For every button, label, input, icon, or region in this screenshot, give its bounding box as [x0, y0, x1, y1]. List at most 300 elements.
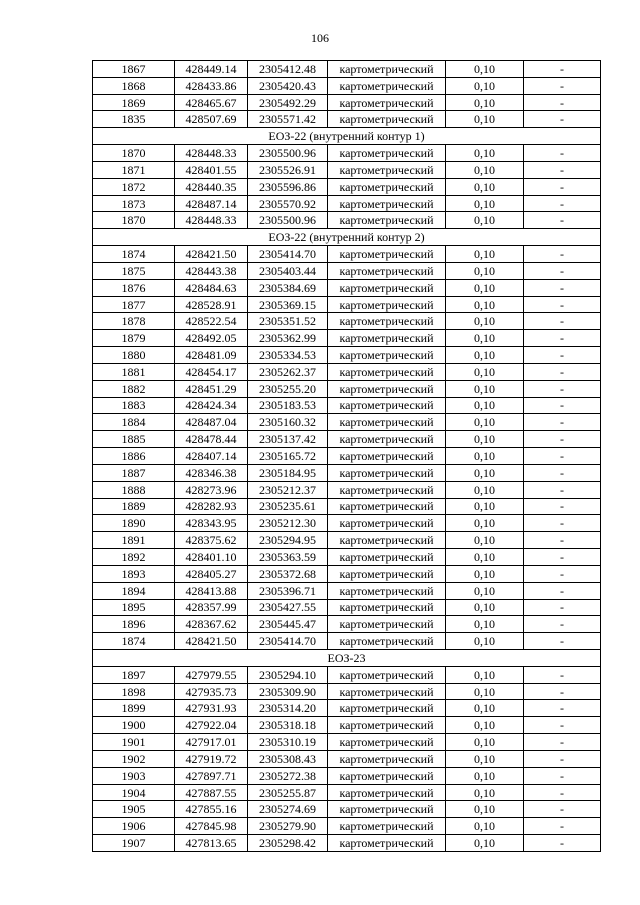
note-cell: - — [524, 717, 601, 734]
note-cell: - — [524, 94, 601, 111]
note-cell: - — [524, 835, 601, 852]
y-coordinate-cell: 2305165.72 — [248, 448, 328, 465]
method-cell: картометрический — [328, 734, 446, 751]
table-row — [93, 279, 601, 296]
method-cell: картометрический — [328, 582, 446, 599]
table-row — [93, 532, 601, 549]
accuracy-cell: 0,10 — [446, 801, 524, 818]
y-coordinate-cell: 2305414.70 — [248, 633, 328, 650]
note-cell: - — [524, 633, 601, 650]
y-coordinate-cell: 2305309.90 — [248, 683, 328, 700]
y-coordinate-cell: 2305369.15 — [248, 296, 328, 313]
x-coordinate-cell: 428273.96 — [175, 481, 248, 498]
point-number-cell: 1871 — [93, 161, 175, 178]
method-cell: картометрический — [328, 246, 446, 263]
accuracy-cell: 0,10 — [446, 750, 524, 767]
note-cell: - — [524, 195, 601, 212]
accuracy-cell: 0,10 — [446, 279, 524, 296]
method-cell: картометрический — [328, 279, 446, 296]
y-coordinate-cell: 2305334.53 — [248, 347, 328, 364]
method-cell: картометрический — [328, 481, 446, 498]
y-coordinate-cell: 2305308.43 — [248, 750, 328, 767]
section-title: ЕОЗ-23 — [93, 649, 601, 666]
y-coordinate-cell: 2305274.69 — [248, 801, 328, 818]
point-number-cell: 1889 — [93, 498, 175, 515]
method-cell: картометрический — [328, 94, 446, 111]
note-cell: - — [524, 414, 601, 431]
x-coordinate-cell: 428478.44 — [175, 431, 248, 448]
point-number-cell: 1878 — [93, 313, 175, 330]
table-row — [93, 784, 601, 801]
table-row — [93, 296, 601, 313]
section-title: ЕОЗ-22 (внутренний контур 2) — [93, 229, 601, 246]
x-coordinate-cell: 427855.16 — [175, 801, 248, 818]
method-cell: картометрический — [328, 700, 446, 717]
y-coordinate-cell: 2305420.43 — [248, 77, 328, 94]
method-cell: картометрический — [328, 397, 446, 414]
y-coordinate-cell: 2305314.20 — [248, 700, 328, 717]
method-cell: картометрический — [328, 549, 446, 566]
point-number-cell: 1907 — [93, 835, 175, 852]
point-number-cell: 1874 — [93, 633, 175, 650]
x-coordinate-cell: 428401.10 — [175, 549, 248, 566]
accuracy-cell: 0,10 — [446, 599, 524, 616]
point-number-cell: 1899 — [93, 700, 175, 717]
table-row — [93, 61, 601, 78]
note-cell: - — [524, 347, 601, 364]
note-cell: - — [524, 666, 601, 683]
accuracy-cell: 0,10 — [446, 767, 524, 784]
note-cell: - — [524, 616, 601, 633]
accuracy-cell: 0,10 — [446, 363, 524, 380]
accuracy-cell: 0,10 — [446, 195, 524, 212]
y-coordinate-cell: 2305294.95 — [248, 532, 328, 549]
method-cell: картометрический — [328, 818, 446, 835]
x-coordinate-cell: 427845.98 — [175, 818, 248, 835]
table-row — [93, 818, 601, 835]
note-cell: - — [524, 212, 601, 229]
table-row — [93, 835, 601, 852]
y-coordinate-cell: 2305427.55 — [248, 599, 328, 616]
y-coordinate-cell: 2305160.32 — [248, 414, 328, 431]
note-cell: - — [524, 549, 601, 566]
method-cell: картометрический — [328, 347, 446, 364]
x-coordinate-cell: 428443.38 — [175, 262, 248, 279]
point-number-cell: 1868 — [93, 77, 175, 94]
point-number-cell: 1835 — [93, 111, 175, 128]
accuracy-cell: 0,10 — [446, 565, 524, 582]
accuracy-cell: 0,10 — [446, 212, 524, 229]
method-cell: картометрический — [328, 448, 446, 465]
x-coordinate-cell: 428449.14 — [175, 61, 248, 78]
method-cell: картометрический — [328, 750, 446, 767]
accuracy-cell: 0,10 — [446, 582, 524, 599]
point-number-cell: 1867 — [93, 61, 175, 78]
point-number-cell: 1901 — [93, 734, 175, 751]
method-cell: картометрический — [328, 414, 446, 431]
method-cell: картометрический — [328, 145, 446, 162]
note-cell: - — [524, 178, 601, 195]
table-row — [93, 549, 601, 566]
y-coordinate-cell: 2305412.48 — [248, 61, 328, 78]
y-coordinate-cell: 2305362.99 — [248, 330, 328, 347]
table-row — [93, 464, 601, 481]
x-coordinate-cell: 428487.14 — [175, 195, 248, 212]
accuracy-cell: 0,10 — [446, 717, 524, 734]
y-coordinate-cell: 2305372.68 — [248, 565, 328, 582]
method-cell: картометрический — [328, 195, 446, 212]
note-cell: - — [524, 262, 601, 279]
table-row — [93, 431, 601, 448]
coordinates-table — [92, 60, 601, 852]
x-coordinate-cell: 428421.50 — [175, 633, 248, 650]
y-coordinate-cell: 2305279.90 — [248, 818, 328, 835]
note-cell: - — [524, 481, 601, 498]
note-cell: - — [524, 818, 601, 835]
note-cell: - — [524, 532, 601, 549]
note-cell: - — [524, 599, 601, 616]
method-cell: картометрический — [328, 683, 446, 700]
x-coordinate-cell: 428375.62 — [175, 532, 248, 549]
table-row — [93, 347, 601, 364]
table-row — [93, 565, 601, 582]
y-coordinate-cell: 2305351.52 — [248, 313, 328, 330]
x-coordinate-cell: 428465.67 — [175, 94, 248, 111]
note-cell: - — [524, 750, 601, 767]
x-coordinate-cell: 427917.01 — [175, 734, 248, 751]
x-coordinate-cell: 427935.73 — [175, 683, 248, 700]
method-cell: картометрический — [328, 801, 446, 818]
table-row — [93, 633, 601, 650]
accuracy-cell: 0,10 — [446, 700, 524, 717]
table-row — [93, 448, 601, 465]
point-number-cell: 1869 — [93, 94, 175, 111]
table-row — [93, 515, 601, 532]
y-coordinate-cell: 2305255.20 — [248, 380, 328, 397]
x-coordinate-cell: 427813.65 — [175, 835, 248, 852]
point-number-cell: 1883 — [93, 397, 175, 414]
note-cell: - — [524, 279, 601, 296]
point-number-cell: 1872 — [93, 178, 175, 195]
accuracy-cell: 0,10 — [446, 94, 524, 111]
accuracy-cell: 0,10 — [446, 616, 524, 633]
y-coordinate-cell: 2305212.37 — [248, 481, 328, 498]
note-cell: - — [524, 767, 601, 784]
x-coordinate-cell: 428448.33 — [175, 212, 248, 229]
method-cell: картометрический — [328, 784, 446, 801]
method-cell: картометрический — [328, 767, 446, 784]
point-number-cell: 1876 — [93, 279, 175, 296]
y-coordinate-cell: 2305492.29 — [248, 94, 328, 111]
x-coordinate-cell: 428522.54 — [175, 313, 248, 330]
table-row — [93, 313, 601, 330]
accuracy-cell: 0,10 — [446, 178, 524, 195]
x-coordinate-cell: 428343.95 — [175, 515, 248, 532]
table-row — [93, 212, 601, 229]
point-number-cell: 1902 — [93, 750, 175, 767]
table-row — [93, 717, 601, 734]
note-cell: - — [524, 498, 601, 515]
y-coordinate-cell: 2305184.95 — [248, 464, 328, 481]
accuracy-cell: 0,10 — [446, 464, 524, 481]
table-row — [93, 666, 601, 683]
note-cell: - — [524, 161, 601, 178]
x-coordinate-cell: 428405.27 — [175, 565, 248, 582]
accuracy-cell: 0,10 — [446, 380, 524, 397]
y-coordinate-cell: 2305414.70 — [248, 246, 328, 263]
y-coordinate-cell: 2305526.91 — [248, 161, 328, 178]
accuracy-cell: 0,10 — [446, 784, 524, 801]
note-cell: - — [524, 565, 601, 582]
y-coordinate-cell: 2305403.44 — [248, 262, 328, 279]
table-row — [93, 397, 601, 414]
y-coordinate-cell: 2305310.19 — [248, 734, 328, 751]
accuracy-cell: 0,10 — [446, 313, 524, 330]
x-coordinate-cell: 427979.55 — [175, 666, 248, 683]
x-coordinate-cell: 428492.05 — [175, 330, 248, 347]
x-coordinate-cell: 428487.04 — [175, 414, 248, 431]
x-coordinate-cell: 428481.09 — [175, 347, 248, 364]
note-cell: - — [524, 61, 601, 78]
y-coordinate-cell: 2305384.69 — [248, 279, 328, 296]
section-title: ЕОЗ-22 (внутренний контур 1) — [93, 128, 601, 145]
x-coordinate-cell: 428528.91 — [175, 296, 248, 313]
accuracy-cell: 0,10 — [446, 246, 524, 263]
table-row — [93, 801, 601, 818]
x-coordinate-cell: 427919.72 — [175, 750, 248, 767]
point-number-cell: 1877 — [93, 296, 175, 313]
x-coordinate-cell: 428401.55 — [175, 161, 248, 178]
accuracy-cell: 0,10 — [446, 633, 524, 650]
note-cell: - — [524, 313, 601, 330]
table-row — [93, 750, 601, 767]
point-number-cell: 1880 — [93, 347, 175, 364]
point-number-cell: 1895 — [93, 599, 175, 616]
y-coordinate-cell: 2305183.53 — [248, 397, 328, 414]
note-cell: - — [524, 363, 601, 380]
point-number-cell: 1896 — [93, 616, 175, 633]
accuracy-cell: 0,10 — [446, 397, 524, 414]
accuracy-cell: 0,10 — [446, 734, 524, 751]
point-number-cell: 1888 — [93, 481, 175, 498]
method-cell: картометрический — [328, 599, 446, 616]
y-coordinate-cell: 2305137.42 — [248, 431, 328, 448]
y-coordinate-cell: 2305363.59 — [248, 549, 328, 566]
x-coordinate-cell: 428440.35 — [175, 178, 248, 195]
accuracy-cell: 0,10 — [446, 330, 524, 347]
table-row — [93, 330, 601, 347]
accuracy-cell: 0,10 — [446, 818, 524, 835]
table-row — [93, 481, 601, 498]
table-row — [93, 734, 601, 751]
table-row — [93, 683, 601, 700]
note-cell: - — [524, 464, 601, 481]
method-cell: картометрический — [328, 532, 446, 549]
table-row — [93, 262, 601, 279]
accuracy-cell: 0,10 — [446, 532, 524, 549]
method-cell: картометрический — [328, 666, 446, 683]
y-coordinate-cell: 2305255.87 — [248, 784, 328, 801]
accuracy-cell: 0,10 — [446, 414, 524, 431]
point-number-cell: 1885 — [93, 431, 175, 448]
point-number-cell: 1882 — [93, 380, 175, 397]
x-coordinate-cell: 427931.93 — [175, 700, 248, 717]
accuracy-cell: 0,10 — [446, 61, 524, 78]
point-number-cell: 1900 — [93, 717, 175, 734]
x-coordinate-cell: 428413.88 — [175, 582, 248, 599]
point-number-cell: 1870 — [93, 212, 175, 229]
accuracy-cell: 0,10 — [446, 77, 524, 94]
method-cell: картометрический — [328, 633, 446, 650]
y-coordinate-cell: 2305212.30 — [248, 515, 328, 532]
table-row — [93, 582, 601, 599]
point-number-cell: 1893 — [93, 565, 175, 582]
point-number-cell: 1879 — [93, 330, 175, 347]
method-cell: картометрический — [328, 498, 446, 515]
table-row — [93, 111, 601, 128]
method-cell: картометрический — [328, 296, 446, 313]
note-cell: - — [524, 784, 601, 801]
table-row — [93, 616, 601, 633]
point-number-cell: 1903 — [93, 767, 175, 784]
point-number-cell: 1874 — [93, 246, 175, 263]
x-coordinate-cell: 428484.63 — [175, 279, 248, 296]
coordinates-table-body — [93, 61, 601, 852]
note-cell: - — [524, 683, 601, 700]
accuracy-cell: 0,10 — [446, 515, 524, 532]
point-number-cell: 1894 — [93, 582, 175, 599]
y-coordinate-cell: 2305396.71 — [248, 582, 328, 599]
y-coordinate-cell: 2305500.96 — [248, 145, 328, 162]
point-number-cell: 1884 — [93, 414, 175, 431]
note-cell: - — [524, 330, 601, 347]
accuracy-cell: 0,10 — [446, 262, 524, 279]
table-row — [93, 161, 601, 178]
note-cell: - — [524, 380, 601, 397]
point-number-cell: 1886 — [93, 448, 175, 465]
x-coordinate-cell: 428346.38 — [175, 464, 248, 481]
section-header-row — [93, 229, 601, 246]
y-coordinate-cell: 2305262.37 — [248, 363, 328, 380]
table-row — [93, 178, 601, 195]
accuracy-cell: 0,10 — [446, 666, 524, 683]
note-cell: - — [524, 431, 601, 448]
accuracy-cell: 0,10 — [446, 111, 524, 128]
accuracy-cell: 0,10 — [446, 481, 524, 498]
point-number-cell: 1897 — [93, 666, 175, 683]
point-number-cell: 1870 — [93, 145, 175, 162]
y-coordinate-cell: 2305318.18 — [248, 717, 328, 734]
table-row — [93, 145, 601, 162]
section-header-row — [93, 128, 601, 145]
table-row — [93, 380, 601, 397]
x-coordinate-cell: 428357.99 — [175, 599, 248, 616]
table-row — [93, 363, 601, 380]
accuracy-cell: 0,10 — [446, 296, 524, 313]
method-cell: картометрический — [328, 464, 446, 481]
note-cell: - — [524, 145, 601, 162]
method-cell: картометрический — [328, 363, 446, 380]
accuracy-cell: 0,10 — [446, 835, 524, 852]
point-number-cell: 1906 — [93, 818, 175, 835]
method-cell: картометрический — [328, 111, 446, 128]
x-coordinate-cell: 428507.69 — [175, 111, 248, 128]
note-cell: - — [524, 582, 601, 599]
table-row — [93, 94, 601, 111]
point-number-cell: 1887 — [93, 464, 175, 481]
accuracy-cell: 0,10 — [446, 498, 524, 515]
method-cell: картометрический — [328, 262, 446, 279]
note-cell: - — [524, 111, 601, 128]
y-coordinate-cell: 2305500.96 — [248, 212, 328, 229]
point-number-cell: 1891 — [93, 532, 175, 549]
x-coordinate-cell: 427897.71 — [175, 767, 248, 784]
method-cell: картометрический — [328, 161, 446, 178]
method-cell: картометрический — [328, 380, 446, 397]
note-cell: - — [524, 734, 601, 751]
table-row — [93, 246, 601, 263]
y-coordinate-cell: 2305596.86 — [248, 178, 328, 195]
accuracy-cell: 0,10 — [446, 431, 524, 448]
x-coordinate-cell: 428407.14 — [175, 448, 248, 465]
table-row — [93, 767, 601, 784]
table-row — [93, 414, 601, 431]
method-cell: картометрический — [328, 616, 446, 633]
note-cell: - — [524, 296, 601, 313]
point-number-cell: 1881 — [93, 363, 175, 380]
point-number-cell: 1898 — [93, 683, 175, 700]
note-cell: - — [524, 246, 601, 263]
note-cell: - — [524, 700, 601, 717]
y-coordinate-cell: 2305235.61 — [248, 498, 328, 515]
note-cell: - — [524, 515, 601, 532]
method-cell: картометрический — [328, 431, 446, 448]
point-number-cell: 1892 — [93, 549, 175, 566]
method-cell: картометрический — [328, 515, 446, 532]
method-cell: картометрический — [328, 77, 446, 94]
method-cell: картометрический — [328, 565, 446, 582]
y-coordinate-cell: 2305272.38 — [248, 767, 328, 784]
accuracy-cell: 0,10 — [446, 145, 524, 162]
accuracy-cell: 0,10 — [446, 683, 524, 700]
section-header-row — [93, 649, 601, 666]
x-coordinate-cell: 428367.62 — [175, 616, 248, 633]
x-coordinate-cell: 428282.93 — [175, 498, 248, 515]
method-cell: картометрический — [328, 61, 446, 78]
x-coordinate-cell: 428424.34 — [175, 397, 248, 414]
accuracy-cell: 0,10 — [446, 161, 524, 178]
x-coordinate-cell: 427922.04 — [175, 717, 248, 734]
y-coordinate-cell: 2305445.47 — [248, 616, 328, 633]
note-cell: - — [524, 397, 601, 414]
x-coordinate-cell: 428454.17 — [175, 363, 248, 380]
x-coordinate-cell: 428448.33 — [175, 145, 248, 162]
accuracy-cell: 0,10 — [446, 549, 524, 566]
table-row — [93, 77, 601, 94]
y-coordinate-cell: 2305570.92 — [248, 195, 328, 212]
point-number-cell: 1905 — [93, 801, 175, 818]
method-cell: картометрический — [328, 313, 446, 330]
method-cell: картометрический — [328, 212, 446, 229]
table-row — [93, 700, 601, 717]
note-cell: - — [524, 801, 601, 818]
point-number-cell: 1873 — [93, 195, 175, 212]
table-row — [93, 498, 601, 515]
point-number-cell: 1875 — [93, 262, 175, 279]
method-cell: картометрический — [328, 717, 446, 734]
note-cell: - — [524, 77, 601, 94]
accuracy-cell: 0,10 — [446, 448, 524, 465]
